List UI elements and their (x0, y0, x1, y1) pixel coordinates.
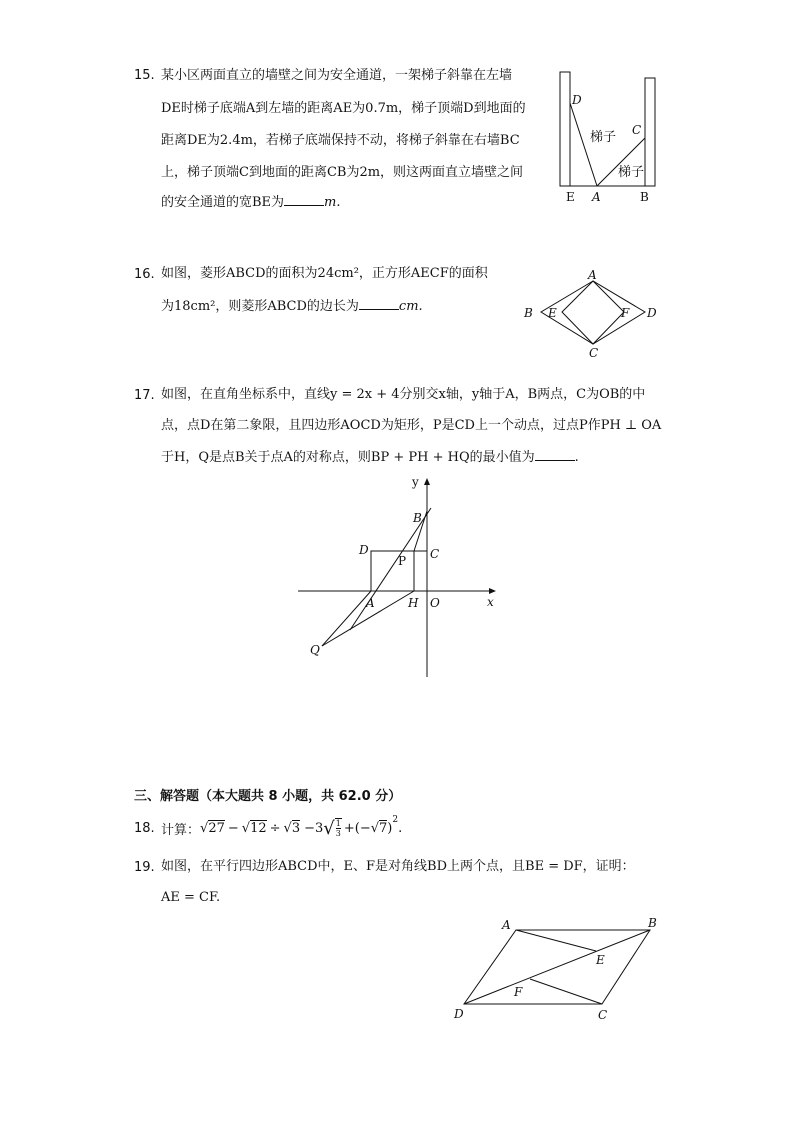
q15-line-3: 距离DE为2.4m，若梯子底端保持不动，将梯子斜靠在右墙BC (161, 133, 520, 148)
negative-sign: − (359, 820, 371, 836)
label-E: E (566, 190, 575, 204)
label-C: C (598, 1008, 608, 1022)
q15-answer-blank[interactable] (284, 193, 324, 206)
q18-number: 18. (134, 821, 155, 836)
label-B: B (413, 511, 422, 525)
q16-line-2-text: 为18cm²，则菱形ABCD的边长为 (161, 299, 359, 314)
label-C: C (632, 123, 642, 137)
segment-AE (516, 930, 596, 951)
coefficient: −3 (304, 820, 324, 836)
radicand-3: 3 (291, 821, 301, 836)
q16-number: 16. (134, 267, 155, 282)
q17-end: . (574, 450, 579, 465)
label-A: A (592, 190, 601, 204)
exponent: 2 (392, 815, 399, 825)
q15-line-5 (161, 193, 341, 213)
q15-line-2: DE时梯子底端A到左墙的距离AE为0.7m，梯子顶端D到地面的 (161, 101, 526, 116)
q19-figure (450, 912, 670, 1026)
segment-QA (322, 591, 371, 646)
q16-figure (520, 266, 660, 362)
label-F: F (514, 985, 523, 999)
q16-line-2 (161, 297, 423, 317)
label-E: E (548, 306, 557, 320)
label-B: B (648, 916, 657, 930)
q15-figure (550, 68, 670, 208)
fraction-numerator: 1 (335, 819, 341, 828)
q19-line-2: AE = CF. (161, 890, 221, 905)
radicand-7: 7 (379, 821, 388, 836)
label-C: C (430, 547, 440, 561)
x-axis-arrow (489, 588, 496, 594)
q15-line-5-text: 的安全通道的宽BE为 (161, 195, 285, 210)
label-H: H (408, 596, 419, 610)
radicand-27: 27 (208, 821, 225, 836)
left-wall (560, 72, 570, 186)
label-O: O (430, 596, 440, 610)
divide-sign: ÷ (269, 820, 281, 836)
line-y-2x-4 (350, 508, 431, 630)
label-Q: Q (310, 643, 320, 657)
ladder-text-2: 梯子 (618, 165, 645, 180)
radical-sign-3: √ (283, 820, 292, 836)
fraction (335, 818, 342, 838)
q18-prefix: 计算： (161, 822, 201, 838)
label-C: C (589, 346, 599, 360)
q17-line-2: 点，点D在第二象限，且四边形AOCD为矩形，P是CD上一个动点，过点P作PH ⊥ OA (161, 418, 662, 433)
y-axis-arrow (424, 478, 430, 485)
q15-line-1: 某小区两面直立的墙壁之间为安全通道，一架梯子斜靠在左墙 (161, 68, 513, 83)
label-A: A (366, 596, 375, 610)
label-x: x (487, 595, 494, 609)
label-B: B (640, 190, 649, 204)
q17-figure (290, 470, 505, 682)
q17-line-3 (161, 448, 579, 468)
q17-number: 17. (134, 388, 155, 403)
plus-open: +( (343, 820, 360, 836)
radical-sign-1: √ (200, 820, 209, 836)
label-F: F (621, 306, 630, 320)
q17-line-3-text: 于H，Q是点B关于点A的对称点，则BP + PH + HQ的最小值为 (161, 450, 535, 465)
radical-sign-2: √ (241, 820, 251, 836)
q16-unit: cm. (398, 299, 423, 314)
q18-end: . (398, 820, 403, 836)
label-D: D (647, 306, 657, 320)
q17-line-1: 如图，在直角坐标系中，直线y = 2x + 4分别交x轴，y轴于A，B两点，C为OB的中 (161, 387, 646, 402)
ladder-text-1: 梯子 (590, 130, 617, 145)
label-A: A (502, 918, 511, 932)
q15-unit: m. (324, 195, 341, 210)
label-D: D (572, 93, 582, 107)
q19-line-1: 如图，在平行四边形ABCD中，E、F是对角线BD上两个点，且BE = DF，证明： (161, 859, 635, 874)
fraction-denominator: 3 (335, 829, 341, 838)
radical-sign-4: √ (323, 817, 335, 839)
q15-line-4: 上，梯子顶端C到地面的距离CB为2m，则这两面直立墙壁之间 (161, 165, 524, 180)
label-E: E (596, 953, 605, 967)
label-y: y (412, 475, 419, 489)
radical-sign-5: √ (370, 820, 380, 836)
q18-content (161, 815, 402, 841)
radicand-12: 12 (250, 821, 267, 836)
square-AECF (562, 281, 624, 344)
label-D: D (359, 543, 369, 557)
close-paren: ) (387, 820, 393, 836)
label-B: B (524, 306, 533, 320)
label-P: P (398, 554, 407, 568)
q17-answer-blank[interactable] (535, 448, 575, 461)
segment-CF (530, 979, 602, 1004)
label-D: D (454, 1007, 464, 1021)
minus-sign: − (227, 820, 239, 836)
right-wall (645, 78, 655, 186)
section-title: 三、解答题（本大题共 8 小题，共 62.0 分） (134, 789, 402, 804)
q15-number: 15. (134, 68, 155, 83)
q16-answer-blank[interactable] (359, 297, 399, 310)
label-A: A (588, 268, 597, 282)
q16-line-1: 如图，菱形ABCD的面积为24cm²，正方形AECF的面积 (161, 266, 488, 281)
q19-number: 19. (134, 860, 155, 875)
